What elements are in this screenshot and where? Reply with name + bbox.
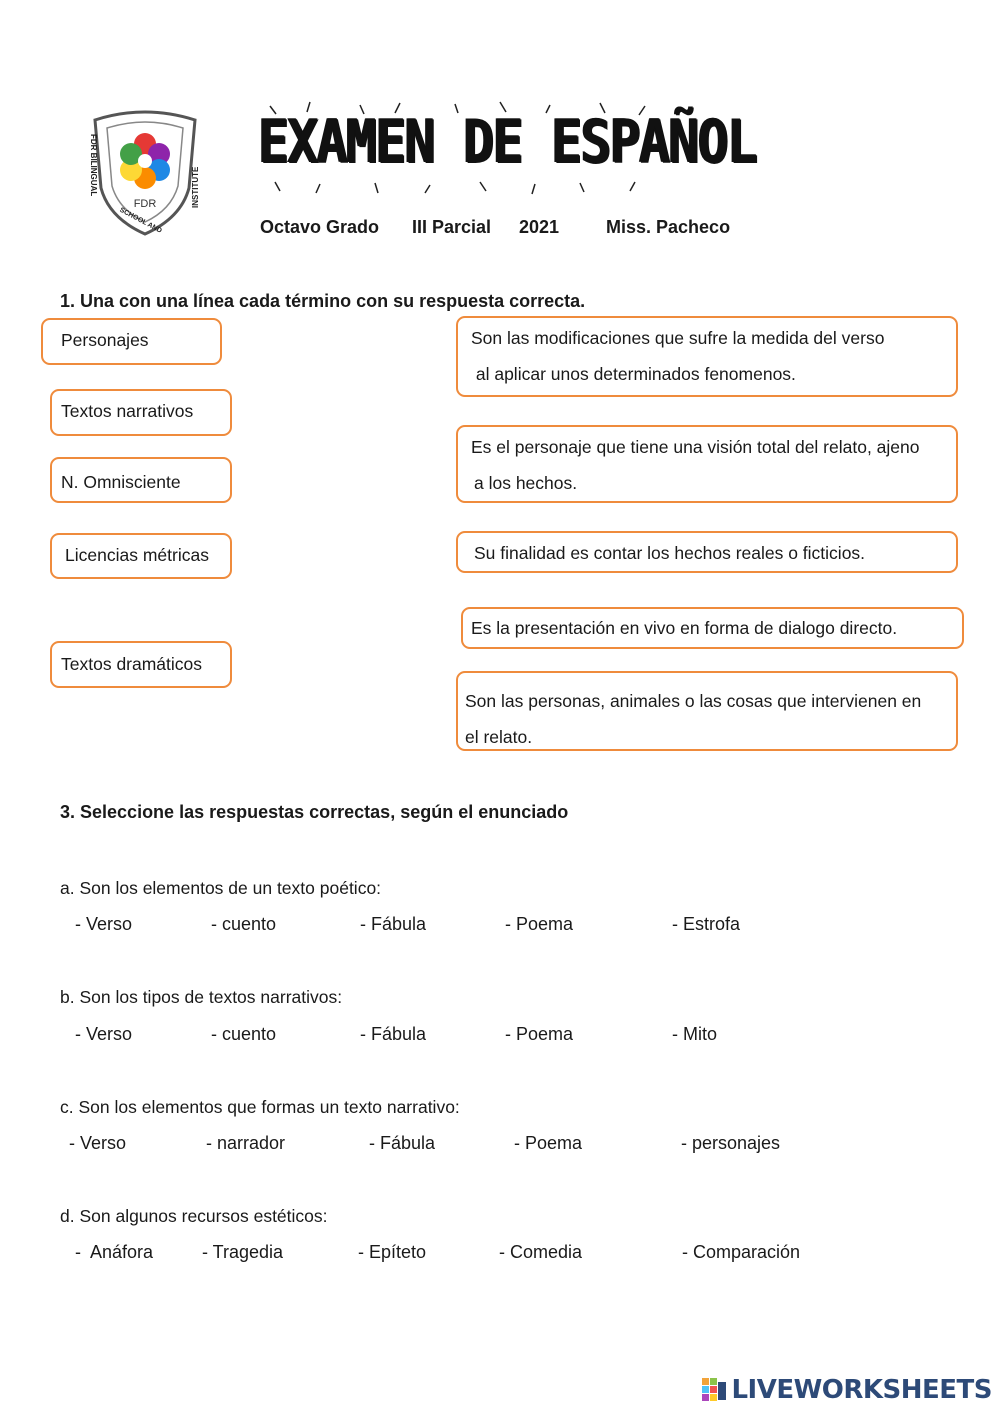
answer-option[interactable]: - Estrofa [672,914,741,934]
definition-text: Son las modificaciones que sufre la medida del verso [471,328,885,348]
brand-text: LIVEWORKSHEETS [731,1375,992,1405]
term-box[interactable] [50,389,232,436]
term-text: Textos dramáticos [61,654,203,674]
teacher-label: Miss. Pacheco [606,217,731,237]
answer-option[interactable]: - Comparación [682,1242,801,1262]
answer-option[interactable]: - Tragedia [202,1242,284,1262]
answer-option[interactable]: - Fábula [369,1133,436,1153]
answer-option[interactable]: - Fábula [360,1024,427,1044]
liveworksheets-brand[interactable] [701,1375,992,1405]
definition-text: Son las personas, animales o las cosas que intervienen en [465,691,922,711]
definition-text: a los hechos. [474,473,578,493]
answer-option[interactable]: - Verso [75,1024,133,1044]
answer-option[interactable]: - Verso [75,914,133,934]
section3-title: 3. Seleccione las respuestas correctas, según el enunciado [60,802,569,822]
answer-option[interactable]: - personajes [681,1133,781,1153]
logo-ring-text-bottom: SCHOOL AND [118,206,163,235]
answer-option[interactable]: - cuento [211,1024,277,1044]
definition-box[interactable] [461,607,964,649]
answer-option[interactable]: - Fábula [360,914,427,934]
grade-label: Octavo Grado [260,217,380,237]
answer-option[interactable]: - cuento [211,914,277,934]
answer-option[interactable]: - Poema [505,914,574,934]
logo-ring-text-right: INSTITUTE [191,166,200,208]
answer-option[interactable]: - Anáfora [75,1242,154,1262]
question-prompt: a. Son los elementos de un texto poético: [60,878,382,898]
term-text: Personajes [61,330,149,350]
definition-box[interactable] [456,316,958,397]
answer-option[interactable]: - Verso [69,1133,127,1153]
definition-box[interactable] [456,425,958,503]
term-text: N. Omnisciente [61,472,181,492]
question-prompt: b. Son los tipos de textos narrativos: [60,987,343,1007]
term-box[interactable] [50,641,232,688]
year-label: 2021 [519,217,560,237]
definition-text: Es la presentación en vivo en forma de dialogo directo. [471,618,898,638]
answer-option[interactable]: - narrador [206,1133,286,1153]
answer-option[interactable]: - Poema [505,1024,574,1044]
logo-center-text: FDR [133,198,157,210]
answer-option[interactable]: - Comedia [499,1242,583,1262]
term-text: Textos narrativos [61,401,194,421]
page-title: EXAMEN DE ESPAÑOL [258,108,757,177]
question-prompt: c. Son los elementos que formas un texto narrativo: [60,1097,460,1117]
definition-text: Es el personaje que tiene una visión total del relato, ajeno [471,437,920,457]
definition-text: el relato. [465,727,533,747]
definition-text: al aplicar unos determinados fenomenos. [471,364,796,384]
definition-box[interactable] [456,671,958,751]
liveworksheets-logo-icon [701,1377,727,1403]
definition-text: Su finalidad es contar los hechos reales o ficticios. [474,543,866,563]
section1-title: 1. Una con una línea cada término con su respuesta correcta. [60,291,586,311]
term-box[interactable] [50,457,232,503]
logo-ring-text-left: FDR BILINGUAL [89,134,98,197]
definition-box[interactable] [456,531,958,573]
answer-option[interactable]: - Mito [672,1024,717,1044]
term-text: Licencias métricas [65,545,209,565]
answer-option[interactable]: - Epíteto [358,1242,427,1262]
term-box[interactable] [41,318,222,365]
answer-option[interactable]: - Poema [514,1133,583,1153]
school-logo [85,108,205,238]
question-prompt: d. Son algunos recursos estéticos: [60,1206,328,1226]
term-box[interactable] [50,533,232,579]
term-label: III Parcial [412,217,492,237]
